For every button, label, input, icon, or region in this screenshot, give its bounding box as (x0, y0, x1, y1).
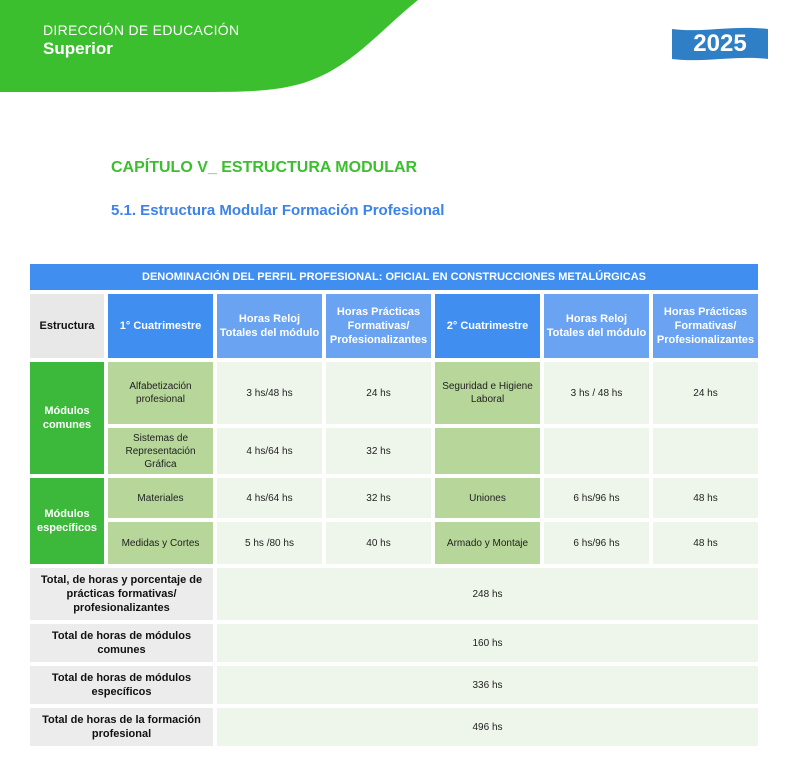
header-estructura: Estructura (30, 294, 104, 358)
hours-cell: 5 hs /80 hs (217, 522, 322, 564)
practice-hours-cell: 48 hs (653, 522, 758, 564)
total-label: Total de horas de módulos comunes (30, 624, 213, 662)
table-row (30, 428, 758, 474)
module-cell: Uniones (435, 478, 540, 518)
group-label-especificos: Módulos específicos (30, 478, 104, 564)
header-horas-practicas-1: Horas Prácticas Formativas/ Profesionalizantes (326, 294, 431, 358)
header-horas-reloj-2: Horas Reloj Totales del módulo (544, 294, 649, 358)
org-name-line2: Superior (43, 39, 113, 58)
practice-hours-cell (653, 428, 758, 474)
total-label: Total, de horas y porcentaje de prácticas formativas/ profesionalizantes (30, 568, 213, 620)
table-row (30, 362, 758, 424)
practice-hours-cell: 24 hs (326, 362, 431, 424)
total-label: Total de horas de la formación profesional (30, 708, 213, 746)
total-value: 336 hs (217, 666, 758, 704)
practice-hours-cell: 32 hs (326, 478, 431, 518)
table-header-row (30, 294, 758, 358)
module-cell: Alfabetización profesional (108, 362, 213, 424)
module-cell: Armado y Montaje (435, 522, 540, 564)
practice-hours-cell: 40 hs (326, 522, 431, 564)
header-band (0, 0, 788, 100)
total-row (30, 568, 758, 620)
practice-hours-cell: 48 hs (653, 478, 758, 518)
hours-cell: 6 hs/96 hs (544, 522, 649, 564)
hours-cell: 3 hs/48 hs (217, 362, 322, 424)
group-label-comunes: Módulos comunes (30, 362, 104, 474)
practice-hours-cell: 24 hs (653, 362, 758, 424)
table-row (30, 522, 758, 564)
hours-cell: 6 hs/96 hs (544, 478, 649, 518)
header-cuatrimestre-1: 1° Cuatrimestre (108, 294, 213, 358)
org-name-line1: DIRECCIÓN DE EDUCACIÓN (43, 22, 240, 38)
module-cell: Sistemas de Representación Gráfica (108, 428, 213, 474)
total-value: 160 hs (217, 624, 758, 662)
header-horas-practicas-2: Horas Prácticas Formativas/ Profesionalizantes (653, 294, 758, 358)
chapter-title: CAPÍTULO V_ ESTRUCTURA MODULAR (111, 159, 418, 176)
total-value: 496 hs (217, 708, 758, 746)
year-text: 2025 (693, 30, 747, 57)
total-value: 248 hs (217, 568, 758, 620)
hours-cell: 4 hs/64 hs (217, 478, 322, 518)
total-row (30, 624, 758, 662)
header-green-shape (0, 0, 788, 100)
modular-structure-table (26, 260, 762, 750)
module-cell: Medidas y Cortes (108, 522, 213, 564)
profile-title: DENOMINACIÓN DEL PERFIL PROFESIONAL: OFICIAL EN CONSTRUCCIONES METALÚRGICAS (30, 264, 758, 290)
hours-cell: 3 hs / 48 hs (544, 362, 649, 424)
total-label: Total de horas de módulos específicos (30, 666, 213, 704)
hours-cell: 4 hs/64 hs (217, 428, 322, 474)
hours-cell (544, 428, 649, 474)
module-cell: Materiales (108, 478, 213, 518)
total-row (30, 666, 758, 704)
module-cell: Seguridad e Higiene Laboral (435, 362, 540, 424)
total-row (30, 708, 758, 746)
practice-hours-cell: 32 hs (326, 428, 431, 474)
module-cell (435, 428, 540, 474)
header-horas-reloj-1: Horas Reloj Totales del módulo (217, 294, 322, 358)
section-title: 5.1. Estructura Modular Formación Profesional (111, 202, 445, 219)
table-title-row (30, 264, 758, 290)
year-badge (672, 27, 768, 61)
table-row (30, 478, 758, 518)
header-cuatrimestre-2: 2° Cuatrimestre (435, 294, 540, 358)
